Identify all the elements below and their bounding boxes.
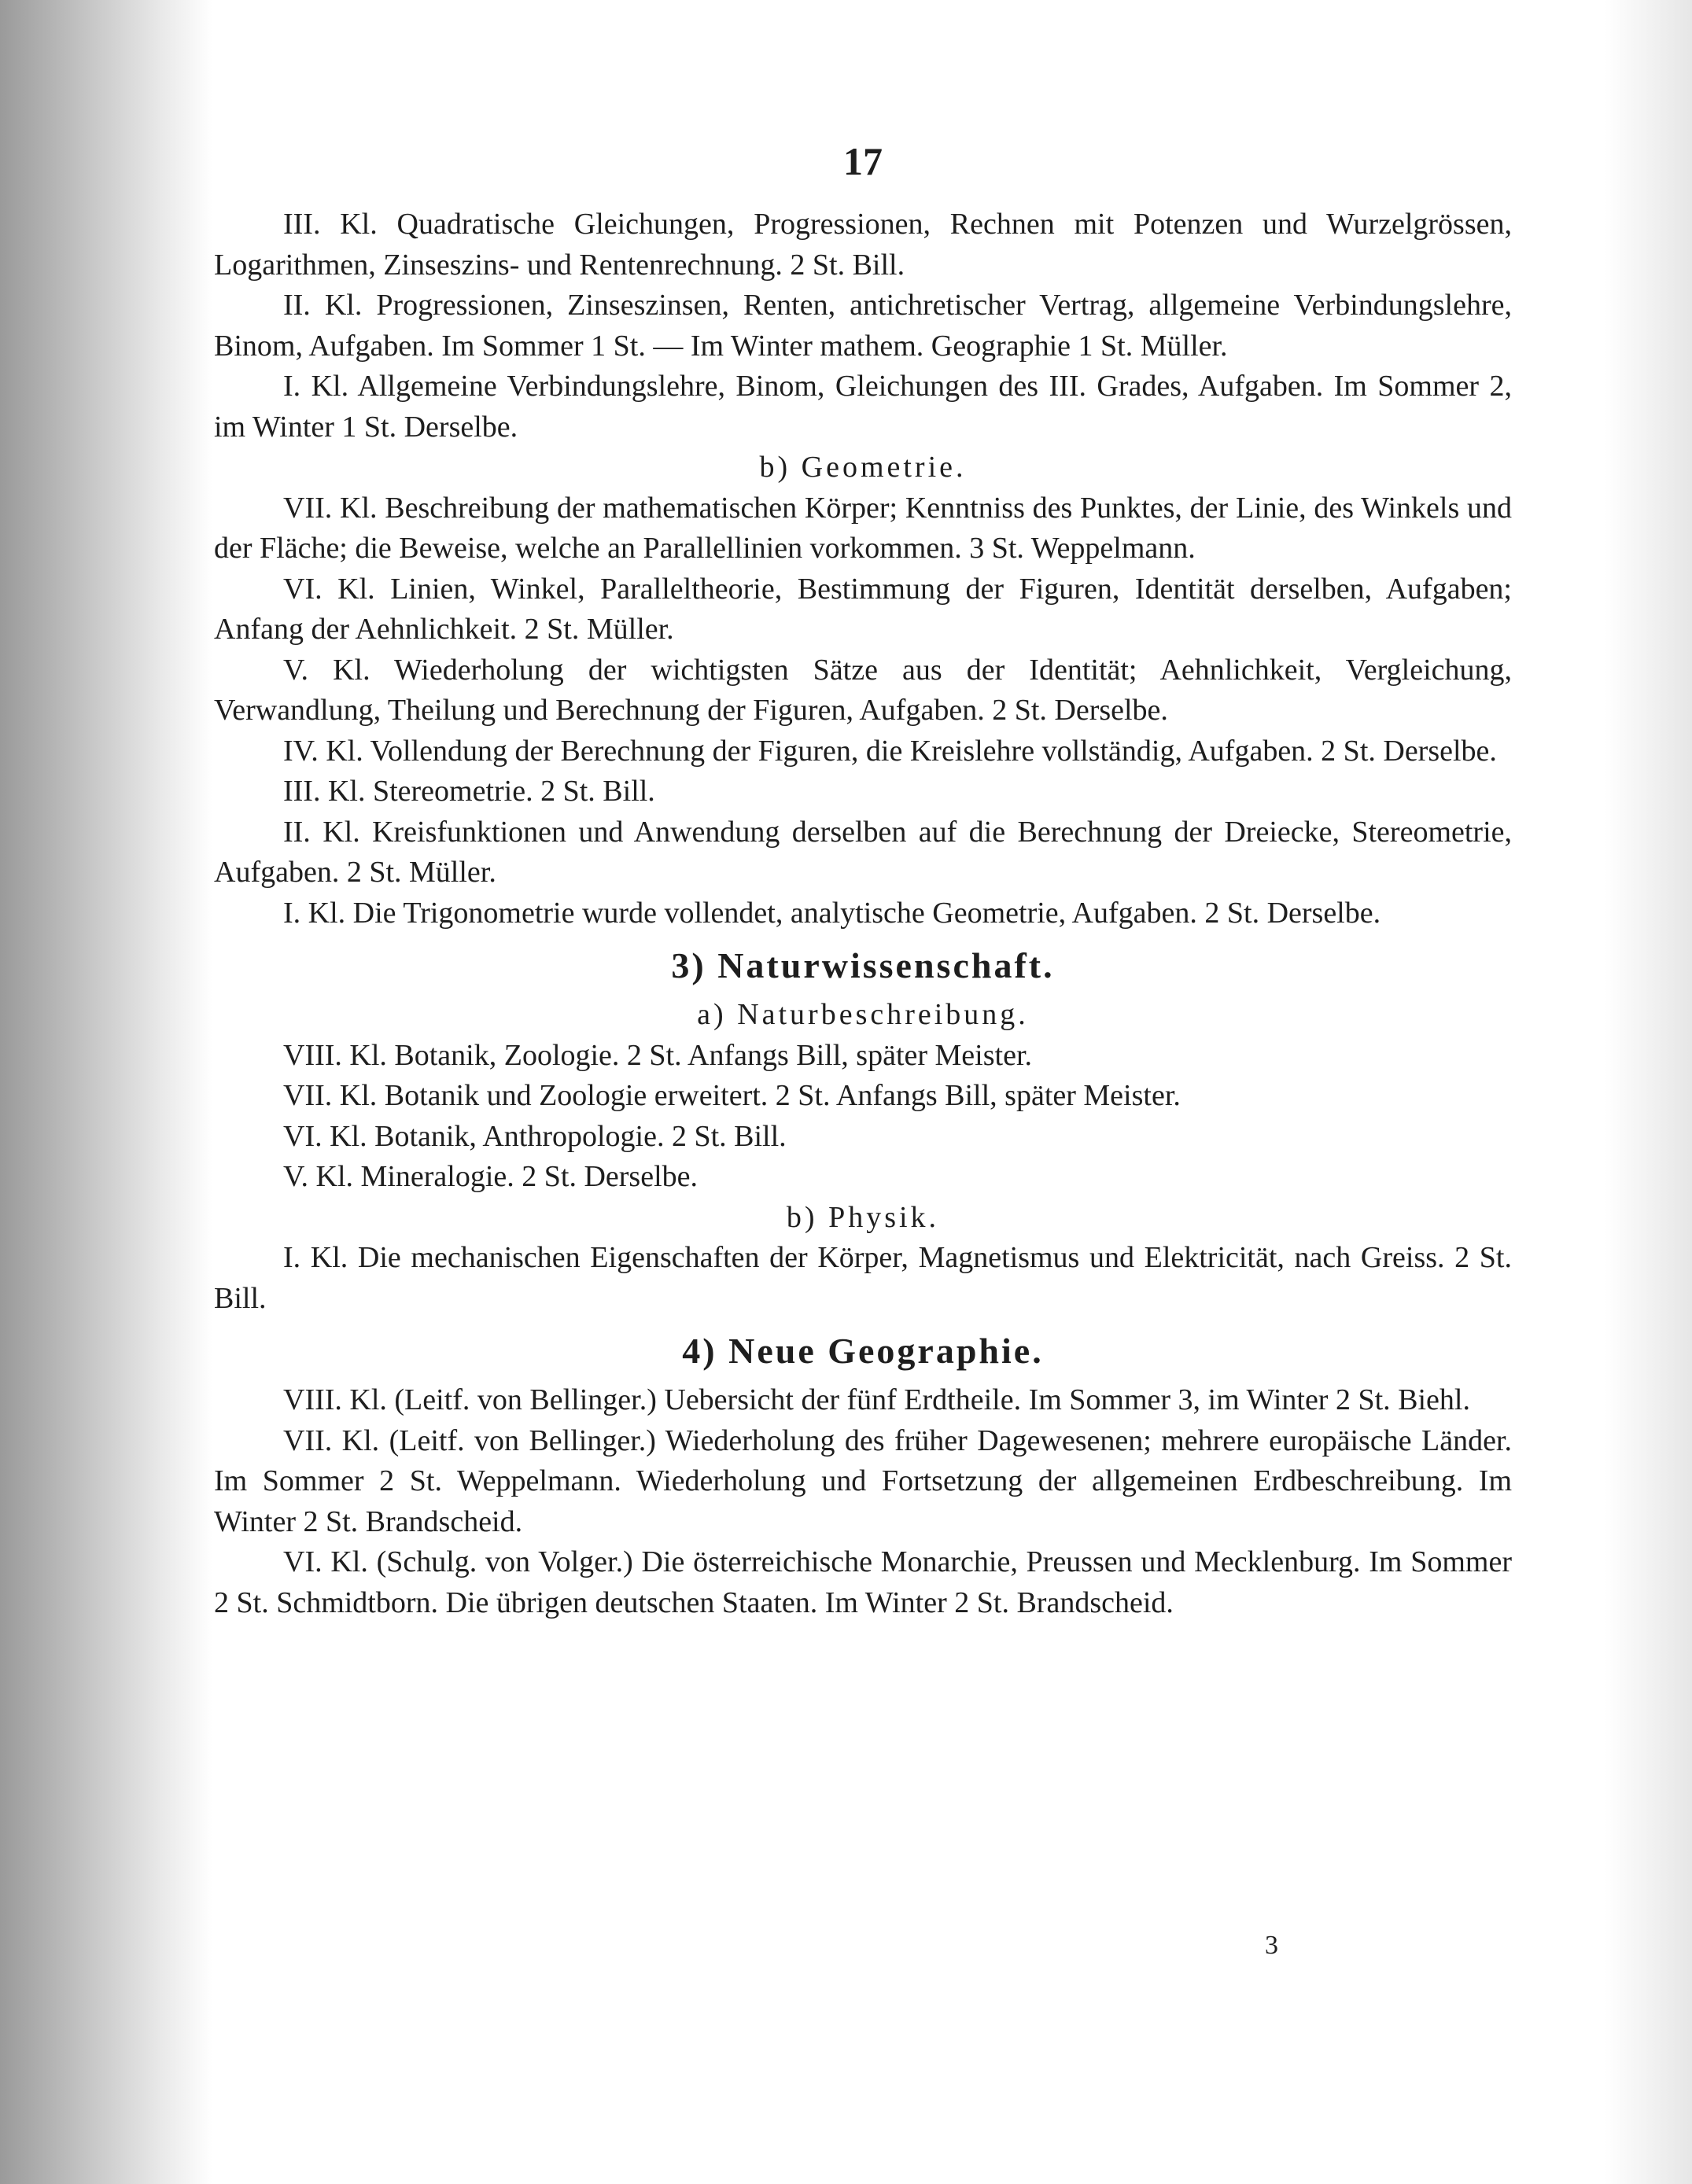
page-gutter-shadow	[0, 0, 212, 2184]
section-heading: 4) Neue Geographie.	[682, 1331, 1044, 1371]
paragraph: II. Kl. Kreisfunktionen und Anwendung derselben auf die Berechnung der Dreiecke, Stereometrie, Aufgaben. 2 St. Müller.	[214, 815, 1512, 889]
paragraph: I. Kl. Die Trigonometrie wurde vollendet, analytische Geometrie, Aufgaben. 2 St. Derselbe.	[283, 896, 1381, 930]
subsection-heading: b) Geometrie.	[759, 451, 967, 484]
paragraph: IV. Kl. Vollendung der Berechnung der Figuren, die Kreislehre vollständig, Aufgaben. 2 St. Derselbe.	[283, 734, 1497, 768]
paragraph: VII. Kl. Beschreibung der mathematischen Körper; Kenntniss des Punktes, der Linie, des Winkels und der Fläche; die Beweise, welche an Parallellinien vorkommen. 3 St. Weppelmann.	[214, 491, 1512, 565]
paragraph: III. Kl. Stereometrie. 2 St. Bill.	[283, 775, 655, 808]
page-right-edge	[1605, 0, 1692, 2184]
paragraph: VIII. Kl. Botanik, Zoologie. 2 St. Anfangs Bill, später Meister.	[283, 1038, 1033, 1072]
paragraph: I. Kl. Allgemeine Verbindungslehre, Binom, Gleichungen des III. Grades, Aufgaben. Im Sommer 2, im Winter 1 St. Derselbe.	[214, 370, 1512, 444]
paragraph: VI. Kl. Botanik, Anthropologie. 2 St. Bill.	[283, 1119, 787, 1153]
paragraph: V. Kl. Mineralogie. 2 St. Derselbe.	[283, 1160, 698, 1193]
paragraph: I. Kl. Die mechanischen Eigenschaften der Körper, Magnetismus und Elektricität, nach Greiss. 2 St. Bill.	[214, 1241, 1512, 1315]
paragraph: III. Kl. Quadratische Gleichungen, Progressionen, Rechnen mit Potenzen und Wurzelgrössen, Logarithmen, Zinseszins- und Rentenrechnung. 2 St. Bill.	[214, 208, 1512, 282]
paragraph: VII. Kl. Botanik und Zoologie erweitert. 2 St. Anfangs Bill, später Meister.	[283, 1079, 1181, 1112]
subsection-heading: b) Physik.	[786, 1200, 940, 1234]
section-heading: 3) Naturwissenschaft.	[671, 945, 1055, 985]
paragraph: VII. Kl. (Leitf. von Bellinger.) Wiederholung des früher Dagewesenen; mehrere europäische Länder. Im Sommer 2 St. Weppelmann. Wiederholung und Fortsetzung der allgemeinen Erdbeschreibung. Im Winter 2 St. Brandscheid.	[214, 1423, 1512, 1538]
signature-mark: 3	[1265, 1931, 1278, 1960]
paragraph: VI. Kl. (Schulg. von Volger.) Die österreichische Monarchie, Preussen und Mecklenburg. Im Sommer 2 St. Schmidtborn. Die übrigen deutschen Staaten. Im Winter 2 St. Brandscheid.	[214, 1545, 1512, 1619]
page-number: 17	[843, 139, 883, 183]
page-content	[214, 204, 1512, 1623]
paragraph: VIII. Kl. (Leitf. von Bellinger.) Uebersicht der fünf Erdtheile. Im Sommer 3, im Winter 2 St. Biehl.	[283, 1383, 1470, 1416]
paragraph: VI. Kl. Linien, Winkel, Paralleltheorie, Bestimmung der Figuren, Identität derselben, Aufgaben; Anfang der Aehnlichkeit. 2 St. Müller.	[214, 572, 1512, 646]
paragraph: V. Kl. Wiederholung der wichtigsten Sätze aus der Identität; Aehnlichkeit, Vergleichung, Verwandlung, Theilung und Berechnung der Figuren, Aufgaben. 2 St. Derselbe.	[214, 653, 1512, 727]
subsection-heading: a) Naturbeschreibung.	[697, 998, 1029, 1031]
paragraph: II. Kl. Progressionen, Zinseszinsen, Renten, antichretischer Vertrag, allgemeine Verbindungslehre, Binom, Aufgaben. Im Sommer 1 St. — Im Winter mathem. Geographie 1 St. Müller.	[214, 289, 1512, 363]
page-body	[214, 134, 1512, 1623]
